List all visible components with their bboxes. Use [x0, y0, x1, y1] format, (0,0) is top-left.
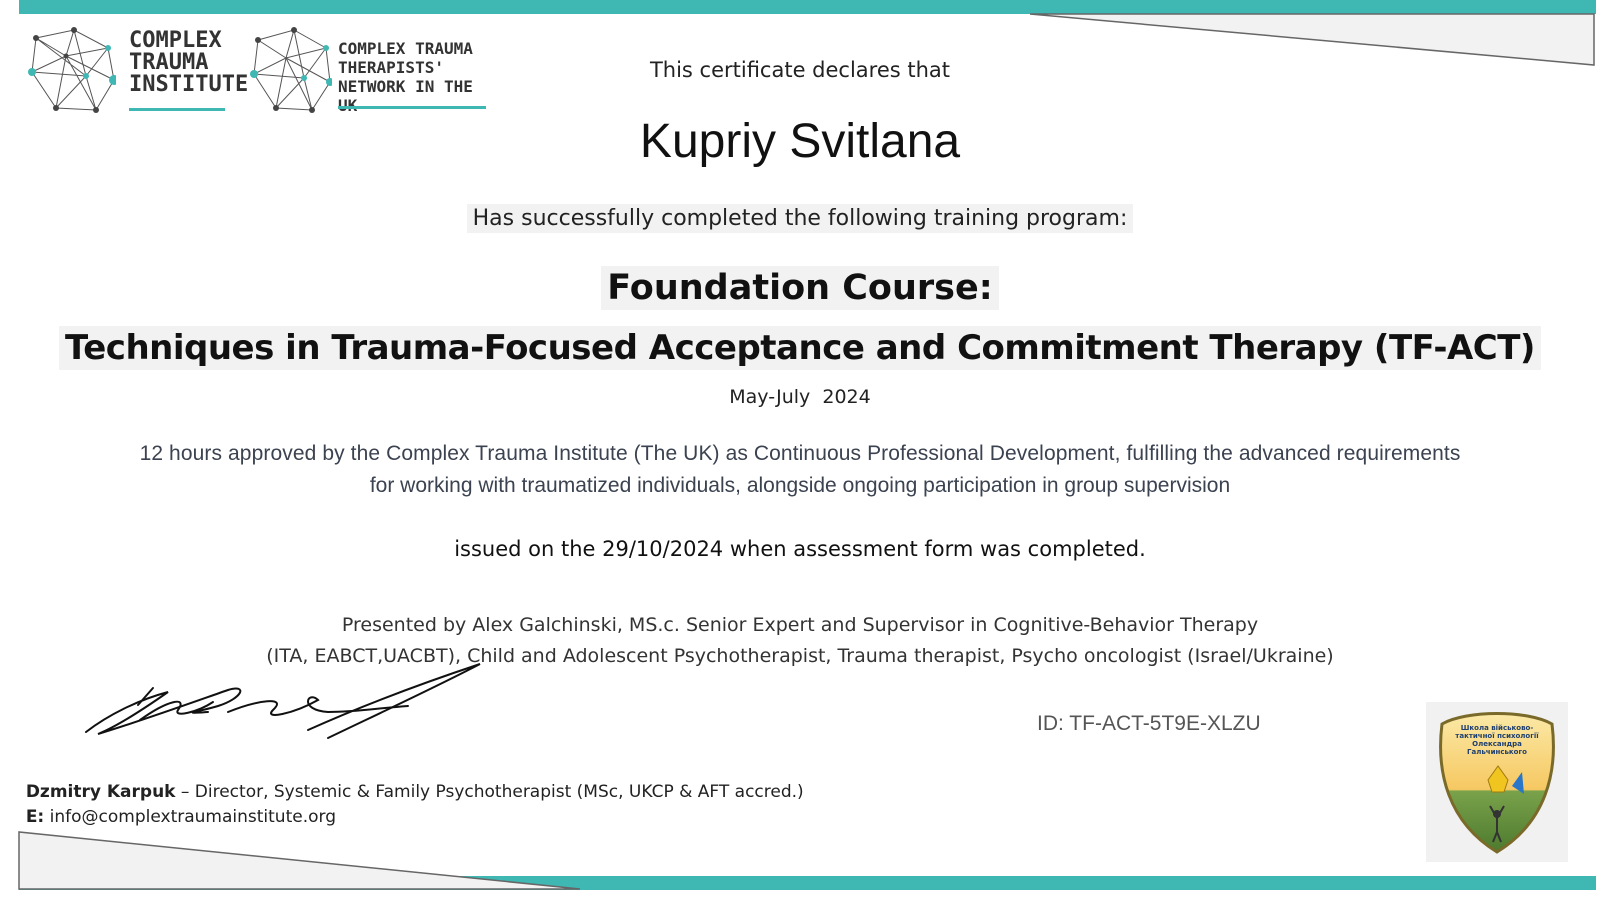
email-line	[15, 787, 336, 827]
course-dates: May-July 2024	[729, 386, 871, 408]
badge-line: Олександра	[1472, 740, 1522, 749]
logo-line: COMPLEX	[129, 28, 222, 53]
logo-underline	[129, 108, 225, 111]
approval-text-line-1: 12 hours approved by the Complex Trauma Institute (The UK) as Continuous Professional Development, fulfilling the advanced requirements	[139, 442, 1461, 465]
logo-line: TRAUMA	[129, 50, 209, 75]
presenter-line-1: Presented by Alex Galchinski, MS.c. Senior Expert and Supervisor in Cognitive-Behavior Therapy	[341, 614, 1259, 636]
badge-text	[1454, 724, 1540, 756]
logo-line: THERAPISTS'	[338, 57, 444, 77]
badge-line: Школа військово-	[1460, 724, 1534, 732]
signature-image	[78, 660, 498, 750]
approval-text-line-2: for working with traumatized individuals, alongside ongoing participation in group supervision	[369, 474, 1231, 497]
school-badge	[1426, 702, 1568, 862]
signatory-name: Dzmitry Karpuk	[25, 782, 176, 802]
email-label: E:	[25, 807, 45, 827]
email-link[interactable]: info@complextraumainstitute.org	[44, 807, 336, 827]
issued-date-text: issued on the 29/10/2024 when assessment form was completed.	[454, 537, 1146, 561]
course-title: Techniques in Trauma-Focused Acceptance and Commitment Therapy (TF-ACT)	[59, 326, 1541, 370]
completion-text: Has successfully completed the following training program:	[467, 204, 1134, 233]
logo-line: NETWORK IN THE	[338, 76, 473, 96]
recipient-name: Kupriy Svitlana	[639, 115, 961, 168]
badge-line: Гальчинського	[1467, 748, 1527, 757]
logo-line: INSTITUTE	[129, 72, 249, 97]
logo-underline	[338, 106, 486, 109]
signatory-role: – Director, Systemic & Family Psychotherapist (MSc, UKCP & AFT accred.)	[175, 782, 804, 802]
certificate-id: ID: TF-ACT-5T9E-XLZU	[1037, 712, 1261, 735]
presenter-line-2: (ITA, EABCT,UACBT), Child and Adolescent Psychotherapist, Trauma therapist, Psycho oncologist (Israel/Ukraine)	[266, 645, 1334, 667]
declaration-text: This certificate declares that	[649, 58, 951, 82]
logo-line: COMPLEX TRAUMA	[338, 39, 473, 58]
course-label: Foundation Course:	[601, 266, 998, 310]
badge-line: тактичної психології	[1455, 732, 1539, 741]
